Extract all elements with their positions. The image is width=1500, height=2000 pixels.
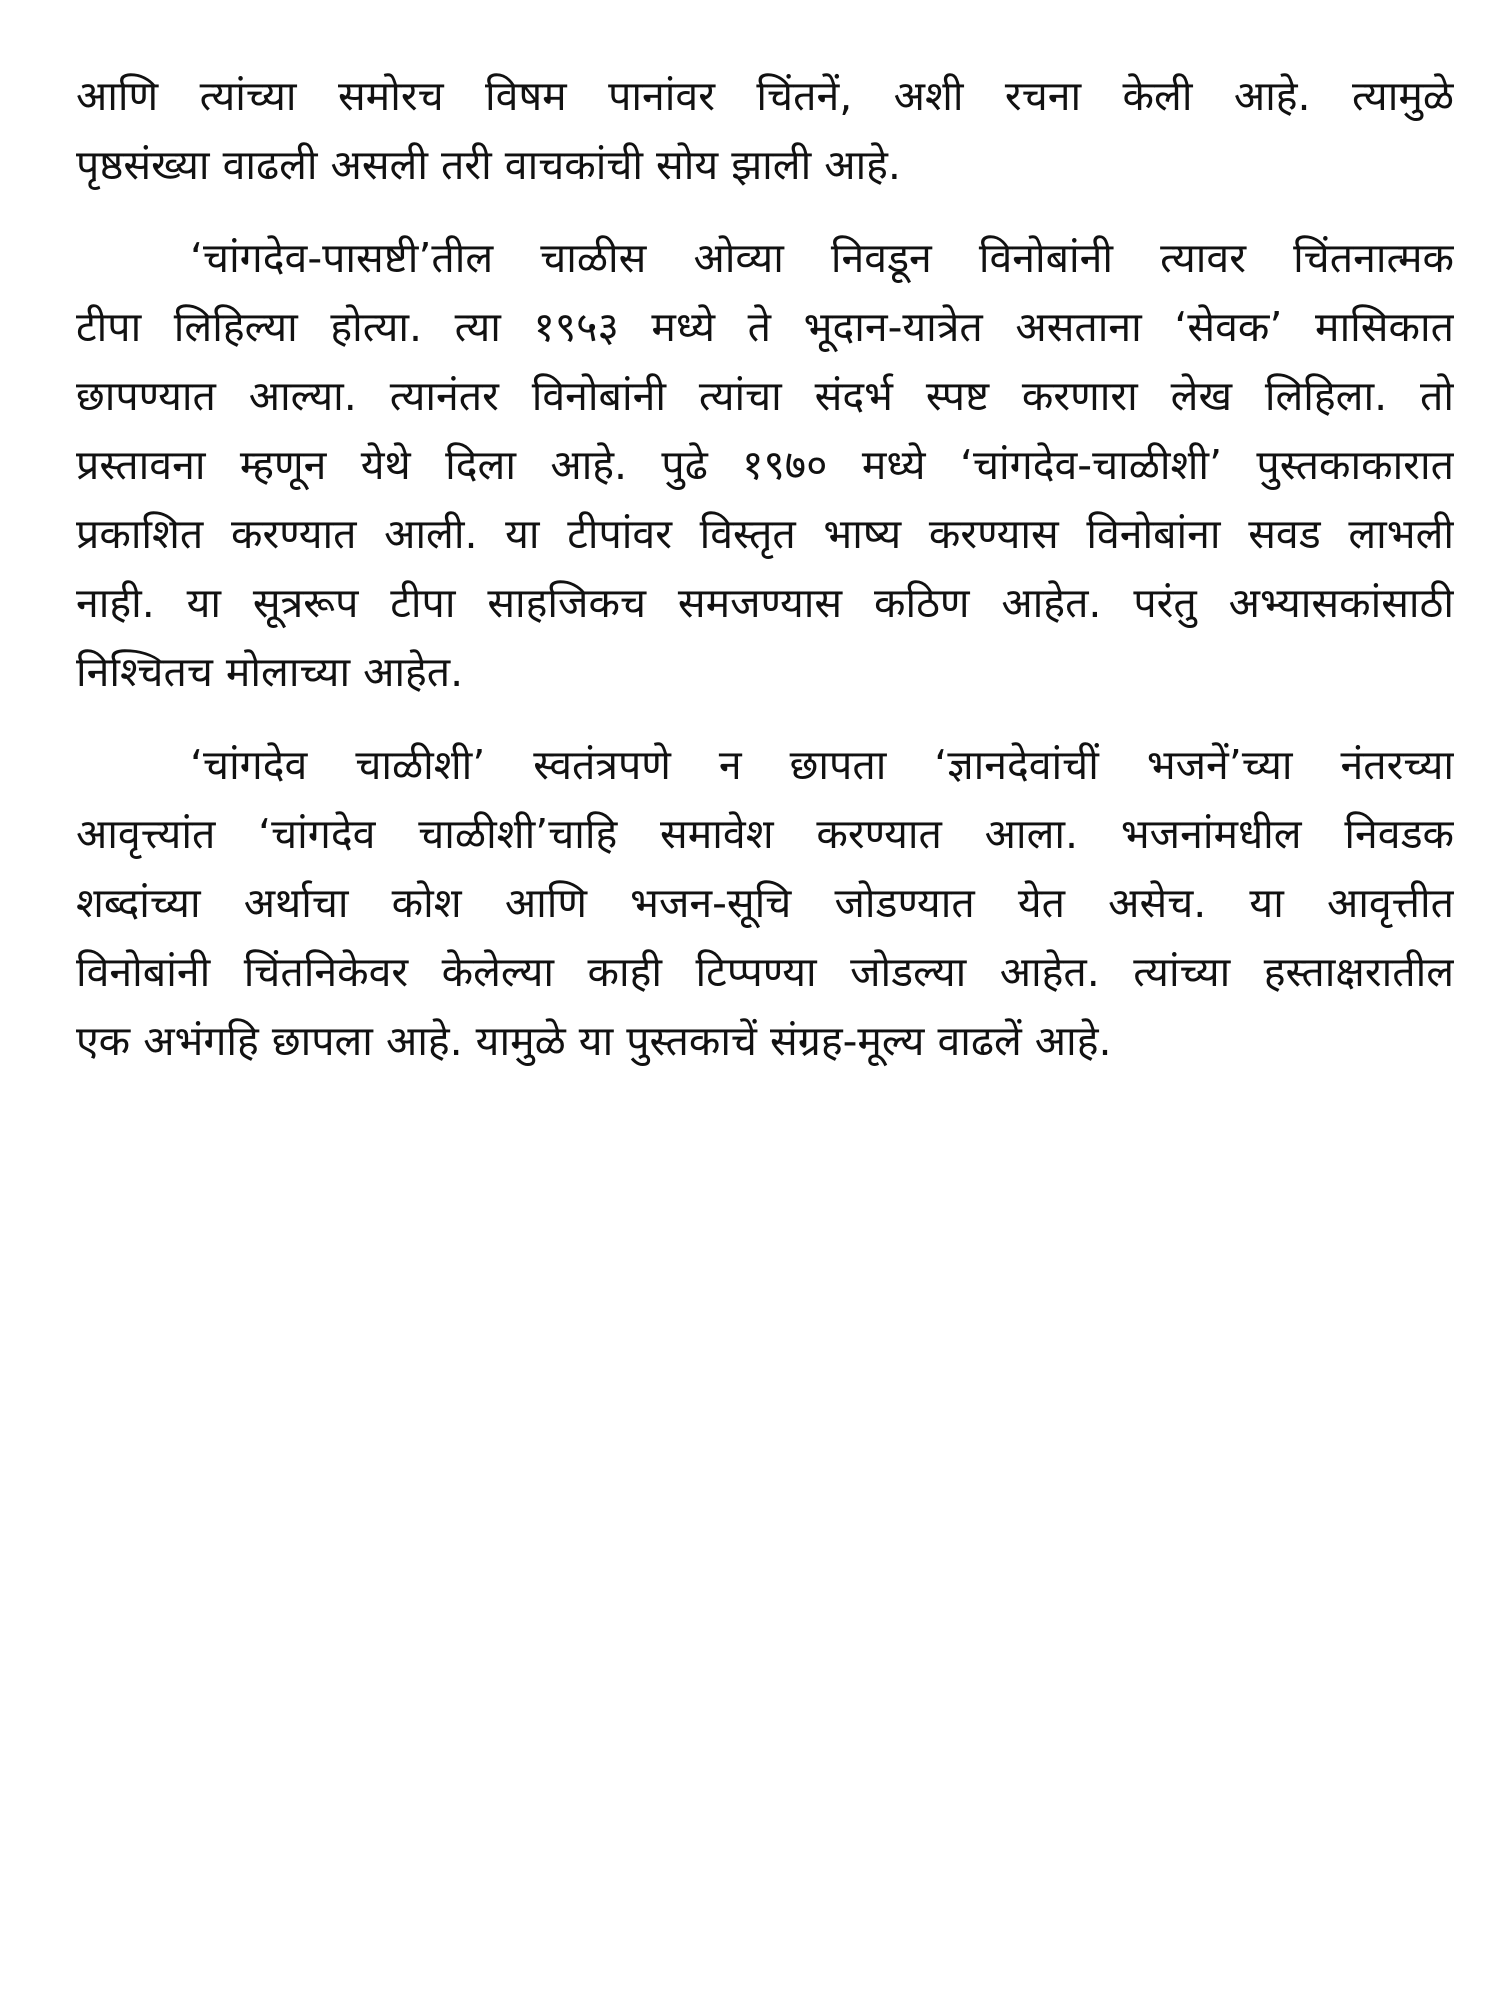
- text-line: छापण्यात आल्या. त्यानंतर विनोबांनी त्यांचा संदर्भ स्पष्ट करणारा लेख लिहिला. तो: [76, 372, 1454, 420]
- text-line: शब्दांच्या अर्थाचा कोश आणि भजन-सूचि जोडण्यात येत असेच. या आवृत्तीत: [76, 879, 1454, 927]
- text-line: टीपा लिहिल्या होत्या. त्या १९५३ मध्ये ते भूदान-यात्रेत असताना ‘सेवक’ मासिकात: [76, 303, 1454, 351]
- text-line: एक अभंगहि छापला आहे. यामुळे या पुस्तकाचें संग्रह-मूल्य वाढलें आहे.: [76, 1017, 1112, 1065]
- text-line: आणि त्यांच्या समोरच विषम पानांवर चिंतनें, अशी रचना केली आहे. त्यामुळे: [76, 72, 1454, 120]
- text-line: निश्चितच मोलाच्या आहेत.: [76, 648, 464, 696]
- text-line: पृष्ठसंख्या वाढली असली तरी वाचकांची सोय झाली आहे.: [76, 141, 901, 189]
- paragraph-2: [76, 224, 1454, 707]
- text-line: नाही. या सूत्ररूप टीपा साहजिकच समजण्यास कठिण आहेत. परंतु अभ्यासकांसाठी: [76, 579, 1454, 627]
- text-line: विनोबांनी चिंतनिकेवर केलेल्या काही टिप्पण्या जोडल्या आहेत. त्यांच्या हस्ताक्षरातील: [76, 948, 1454, 996]
- document-body: [76, 62, 1454, 1100]
- text-line: ‘चांगदेव चाळीशी’ स्वतंत्रपणे न छापता ‘ज्ञानदेवांचीं भजनें’च्या नंतरच्या: [190, 741, 1454, 789]
- paragraph-1: [76, 62, 1454, 200]
- text-line: आवृत्त्यांत ‘चांगदेव चाळीशी’चाहि समावेश करण्यात आला. भजनांमधील निवडक: [76, 810, 1454, 858]
- text-line: प्रकाशित करण्यात आली. या टीपांवर विस्तृत भाष्य करण्यास विनोबांना सवड लाभली: [76, 510, 1454, 558]
- paragraph-3: [76, 731, 1454, 1076]
- text-line: प्रस्तावना म्हणून येथे दिला आहे. पुढे १९७० मध्ये ‘चांगदेव-चाळीशी’ पुस्तकाकारात: [76, 441, 1454, 489]
- text-line: ‘चांगदेव-पासष्टी’तील चाळीस ओव्या निवडून विनोबांनी त्यावर चिंतनात्मक: [190, 234, 1454, 282]
